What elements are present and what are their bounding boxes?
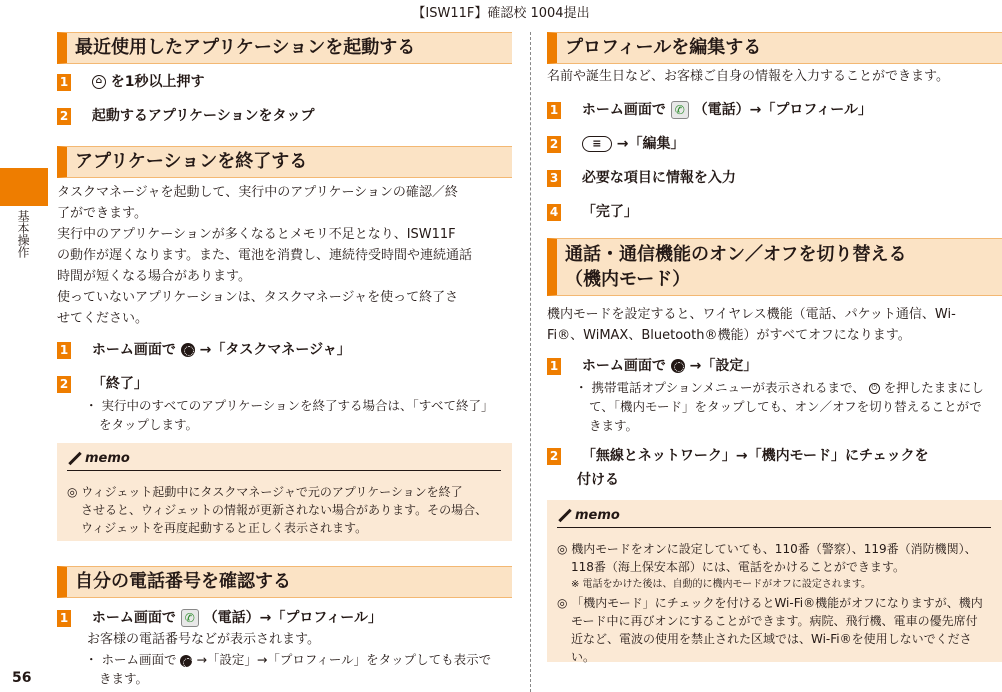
airplane-para-line: 機内モードを設定すると、ワイヤレス機能（電話、パケット通信、Wi- <box>547 307 956 322</box>
step-recent-2 <box>57 106 314 126</box>
step-text: 「無線とネットワーク」→「機内モード」にチェックを <box>581 448 929 464</box>
airplane-description <box>547 304 1002 346</box>
step-text: （電話）→「プロフィール」 <box>693 102 872 118</box>
step-profile-3 <box>547 168 736 188</box>
step-profile-2 <box>547 134 684 154</box>
quit-note-line: ・ 実行中のすべてのアプリケーションを終了する場合は、「すべて終了」 <box>85 398 494 413</box>
memo-line: ◎ ウィジェット起動中にタスクマネージャで元のアプリケーションを終了 <box>67 485 463 499</box>
step-text: ホーム画面で <box>581 102 666 118</box>
quit-note <box>85 396 493 434</box>
number-note-line: きます。 <box>99 671 149 686</box>
airplane-note-line: きます。 <box>589 418 639 433</box>
step-number: 3 <box>547 170 561 187</box>
step-text: を1秒以上押す <box>110 74 205 90</box>
memo-header <box>557 508 991 528</box>
app-launcher-icon <box>180 655 192 667</box>
phone-icon: ✆ <box>671 101 689 119</box>
airplane-note-line: て、「機内モード」をタップしても、オン／オフを切り替えることがで <box>589 399 982 414</box>
step-profile-4 <box>547 202 638 222</box>
step-number: 2 <box>57 376 71 393</box>
step-text: 必要な項目に情報を入力 <box>581 170 736 186</box>
app-launcher-icon <box>181 343 195 357</box>
step-text: 「終了」 <box>91 376 148 392</box>
section-label: 基本操作 <box>16 210 30 258</box>
section-title-phone-number: 自分の電話番号を確認する <box>57 566 512 598</box>
airplane-note <box>575 378 984 435</box>
step-quit-1 <box>57 340 351 360</box>
step-number: 2 <box>547 448 561 465</box>
step-text: →「編集」 <box>616 136 685 152</box>
quit-para-line: の動作が遅くなります。また、電池を消費し、連続待受時間や連続通話 <box>57 248 472 263</box>
step-number: 1 <box>57 74 71 91</box>
section-title-recent-apps: 最近使用したアプリケーションを起動する <box>57 32 512 64</box>
section-title-profile: プロフィールを編集する <box>547 32 1002 64</box>
step-text: →「タスクマネージャ」 <box>199 342 351 358</box>
section-title-line: 通話・通信機能のオン／オフを切り替える <box>565 244 907 265</box>
step-number: 2 <box>547 136 561 153</box>
step-number: 2 <box>57 108 71 125</box>
page-header-title: 【ISW11F】確認校 1004提出 <box>412 6 590 21</box>
step-text: （電話）→「プロフィール」 <box>203 610 382 626</box>
step-text: ホーム画面で <box>91 342 176 358</box>
step-text: ホーム画面で <box>91 610 176 626</box>
power-key-icon: ⏻ <box>869 383 880 394</box>
memo-text <box>557 540 997 666</box>
quit-para-line: せてください。 <box>57 311 149 326</box>
step-airplane-2 <box>547 446 929 490</box>
airplane-note-line <box>575 378 984 397</box>
column-divider <box>530 32 531 692</box>
memo-line: 近など、電波の使用を禁止された区域では、Wi-Fi®を使用しないでくださ <box>571 632 972 646</box>
step-profile-1 <box>547 100 872 120</box>
quit-para-line: 時間が短くなる場合があります。 <box>57 269 251 284</box>
number-note-text: ・ ホーム画面で <box>85 652 177 667</box>
section-title-line: （機内モード） <box>565 269 691 290</box>
step-text: →「設定」 <box>689 358 758 374</box>
step-quit-2 <box>57 374 148 394</box>
step-text: ホーム画面で <box>581 358 666 374</box>
step-recent-1 <box>57 72 205 92</box>
step-number: 4 <box>547 204 561 221</box>
airplane-para-line: Fi®、WiMAX、Bluetooth®機能）がすべてオフになります。 <box>547 328 911 343</box>
memo-line: い。 <box>571 650 596 664</box>
step-number: 1 <box>547 358 561 375</box>
airplane-note-text: を押したままにし <box>883 380 984 395</box>
memo-box-widget <box>57 443 512 541</box>
memo-line: ◎ 「機内モード」にチェックを付けるとWi-Fi®機能がオフになりますが、機内 <box>557 596 983 610</box>
memo-line: ウィジェットを再度起動すると正しく表示されます。 <box>81 521 368 535</box>
section-title-quit-apps: アプリケーションを終了する <box>57 146 512 178</box>
section-title-airplane-mode <box>547 238 1002 296</box>
step-text: 付ける <box>577 472 619 488</box>
memo-text <box>67 483 507 537</box>
number-note-text: →「設定」→「プロフィール」をタップしても表示で <box>196 652 492 667</box>
number-note <box>85 650 491 688</box>
step-number: 1 <box>547 102 561 119</box>
memo-label: memo <box>85 451 130 466</box>
quit-para-line: 実行中のアプリケーションが多くなるとメモリ不足となり、ISW11F <box>57 227 456 242</box>
profile-description: 名前や誕生日など、お客様ご自身の情報を入力することができます。 <box>547 69 949 84</box>
step-airplane-1 <box>547 356 757 376</box>
memo-label: memo <box>575 508 620 523</box>
home-key-icon: ⌂ <box>92 75 106 89</box>
memo-box-airplane <box>547 500 1002 662</box>
step-number: 1 <box>57 342 71 359</box>
number-note-line <box>85 650 491 669</box>
section-tab <box>0 168 48 206</box>
page-number: 56 <box>12 670 32 686</box>
memo-line: させると、ウィジェットの情報が更新されない場合があります。その場合、 <box>81 503 488 517</box>
memo-line: モード中に再びオンにすることができます。病院、飛行機、電車の優先席付 <box>571 614 978 628</box>
step-number-1 <box>57 608 382 628</box>
number-description: お客様の電話番号などが表示されます。 <box>87 632 320 647</box>
step-number: 1 <box>57 610 71 627</box>
memo-line: 118番（海上保安本部）には、電話をかけることができます。 <box>571 560 905 574</box>
quit-para-line: タスクマネージャを起動して、実行中のアプリケーションの確認／終 <box>57 185 458 200</box>
airplane-note-text: ・ 携帯電話オプションメニューが表示されるまで、 <box>575 380 865 395</box>
quit-note-line: をタップします。 <box>99 417 199 432</box>
quit-para-line: 了ができます。 <box>57 206 147 221</box>
app-launcher-icon <box>671 359 685 373</box>
phone-icon: ✆ <box>181 609 199 627</box>
pencil-icon <box>558 509 571 522</box>
quit-description <box>57 182 512 329</box>
menu-key-icon: ≡ <box>582 136 612 152</box>
memo-line: ※ 電話をかけた後は、自動的に機内モードがオフに設定されます。 <box>571 579 872 590</box>
quit-para-line: 使っていないアプリケーションは、タスクマネージャを使って終了さ <box>57 290 459 305</box>
step-text: 起動するアプリケーションをタップ <box>91 108 315 124</box>
pencil-icon <box>68 452 81 465</box>
step-text: 「完了」 <box>581 204 638 220</box>
memo-line: ◎ 機内モードをオンに設定していても、110番（警察）、119番（消防機関）、 <box>557 542 977 556</box>
memo-header <box>67 451 501 471</box>
